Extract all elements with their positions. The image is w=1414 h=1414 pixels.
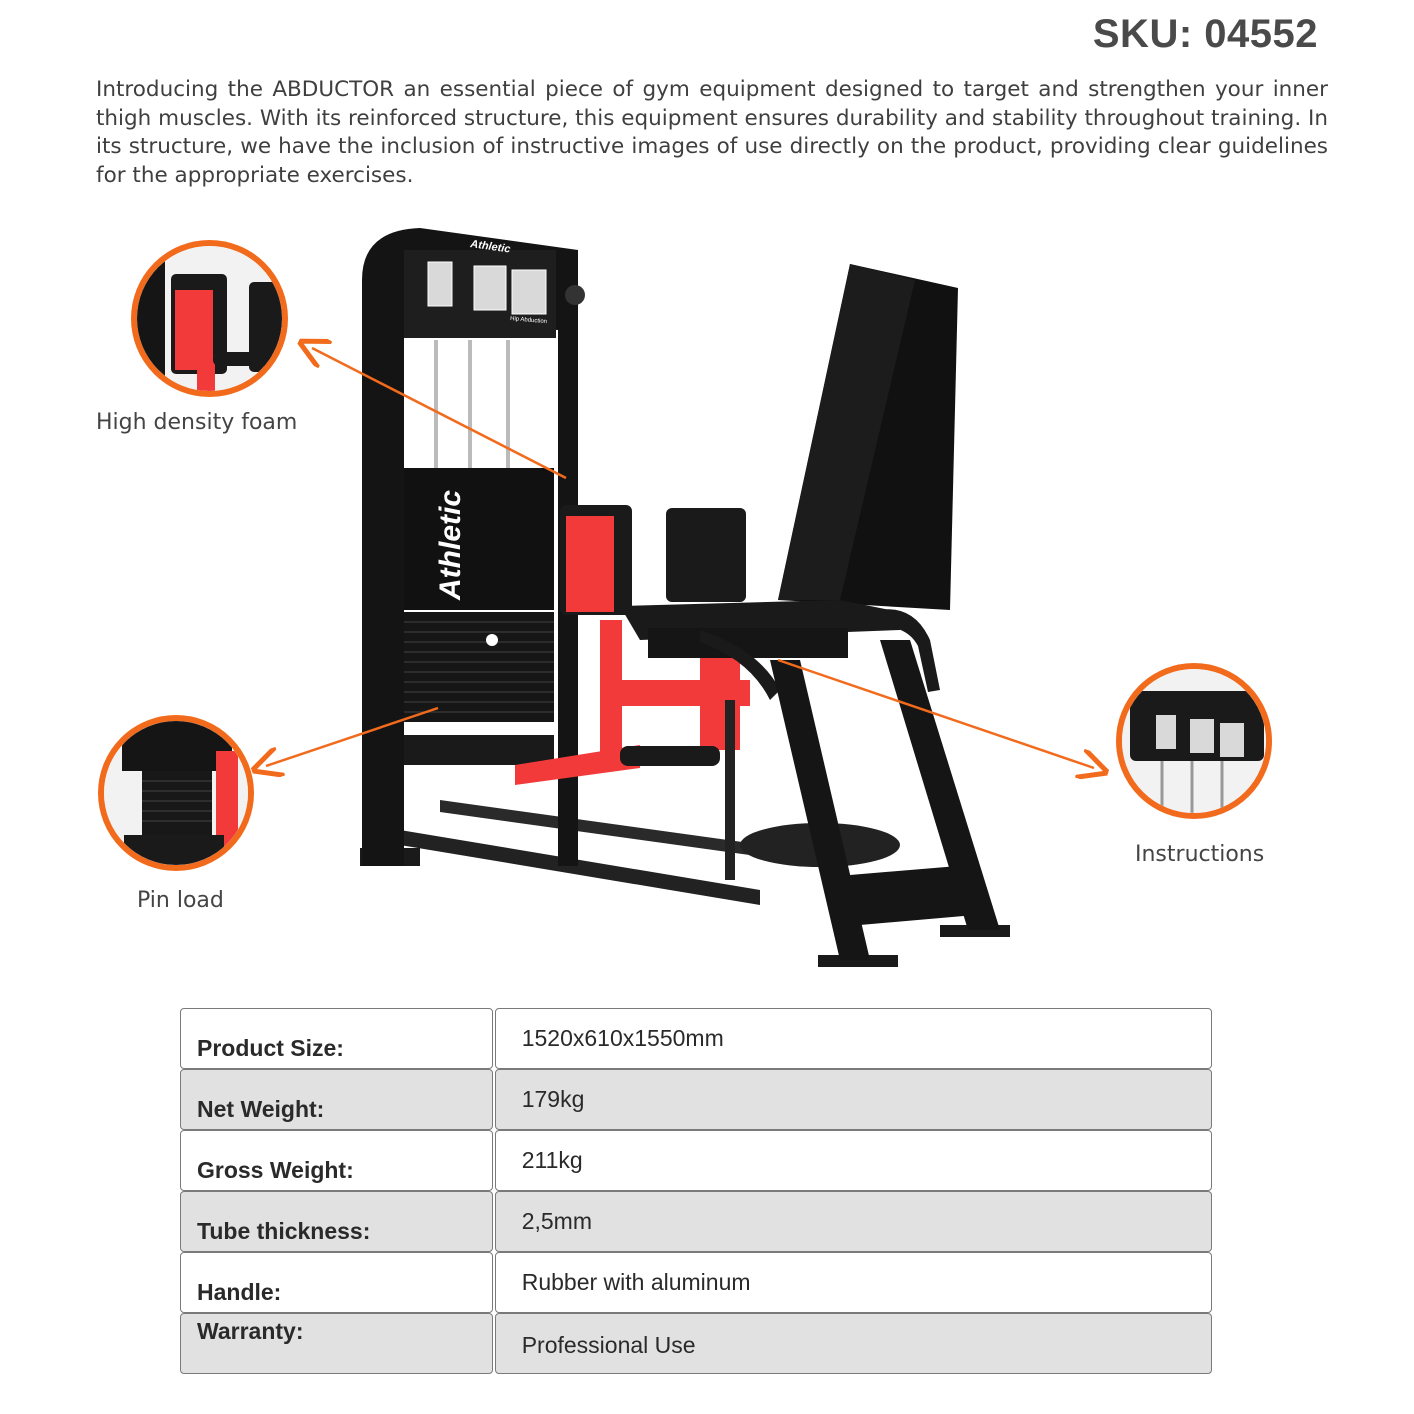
spec-value: Rubber with aluminum [495,1252,1212,1313]
spec-row [180,1130,1212,1191]
product-description: Introducing the ABDUCTOR an essential piece of gym equipment designed to target and strengthen your inner thigh muscles. With its reinforced structure, this equipment ensures durability and stability throughout training. In its structure, we have the inclusion of instructive images of use directly on the product, providing clear guidelines for the appropriate exercises. [96,77,1328,188]
spec-value: 179kg [495,1069,1212,1130]
spec-key: Tube thickness: [180,1191,493,1252]
callout-label-foam: High density foam [96,410,298,435]
spec-key: Product Size: [180,1008,493,1069]
instructions-detail-icon [1122,669,1266,813]
pin-load-detail-icon [104,721,248,865]
spec-row [180,1008,1212,1069]
spec-value: 1520x610x1550mm [495,1008,1212,1069]
spec-row [180,1191,1212,1252]
callout-arrow-foam [312,348,566,478]
spec-key: Net Weight: [180,1069,493,1130]
spec-key: Warranty: [180,1313,493,1374]
seat-assembly [620,264,958,700]
callout-pin-load-image [98,715,254,871]
spec-value: 2,5mm [495,1191,1212,1252]
spec-row [180,1313,1212,1374]
callout-label-pin-load: Pin load [137,888,224,913]
svg-text:Athletic: Athletic [434,489,467,600]
svg-text:Athletic: Athletic [469,238,512,256]
svg-text:Hip Abduction: Hip Abduction [509,316,548,326]
spec-row [180,1069,1212,1130]
callout-label-instructions: Instructions [1135,842,1265,867]
spec-row [180,1252,1212,1313]
callout-instructions-image [1116,663,1272,819]
spec-value: 211kg [495,1130,1212,1191]
weight-stack [404,612,554,765]
sku-label: SKU: 04552 [1092,12,1318,56]
spec-table [180,1008,1212,1374]
spec-value: Professional Use [495,1313,1212,1374]
foam-detail-icon [137,246,282,391]
callout-foam-image [131,240,288,397]
spec-key: Handle: [180,1252,493,1313]
spec-key: Gross Weight: [180,1130,493,1191]
